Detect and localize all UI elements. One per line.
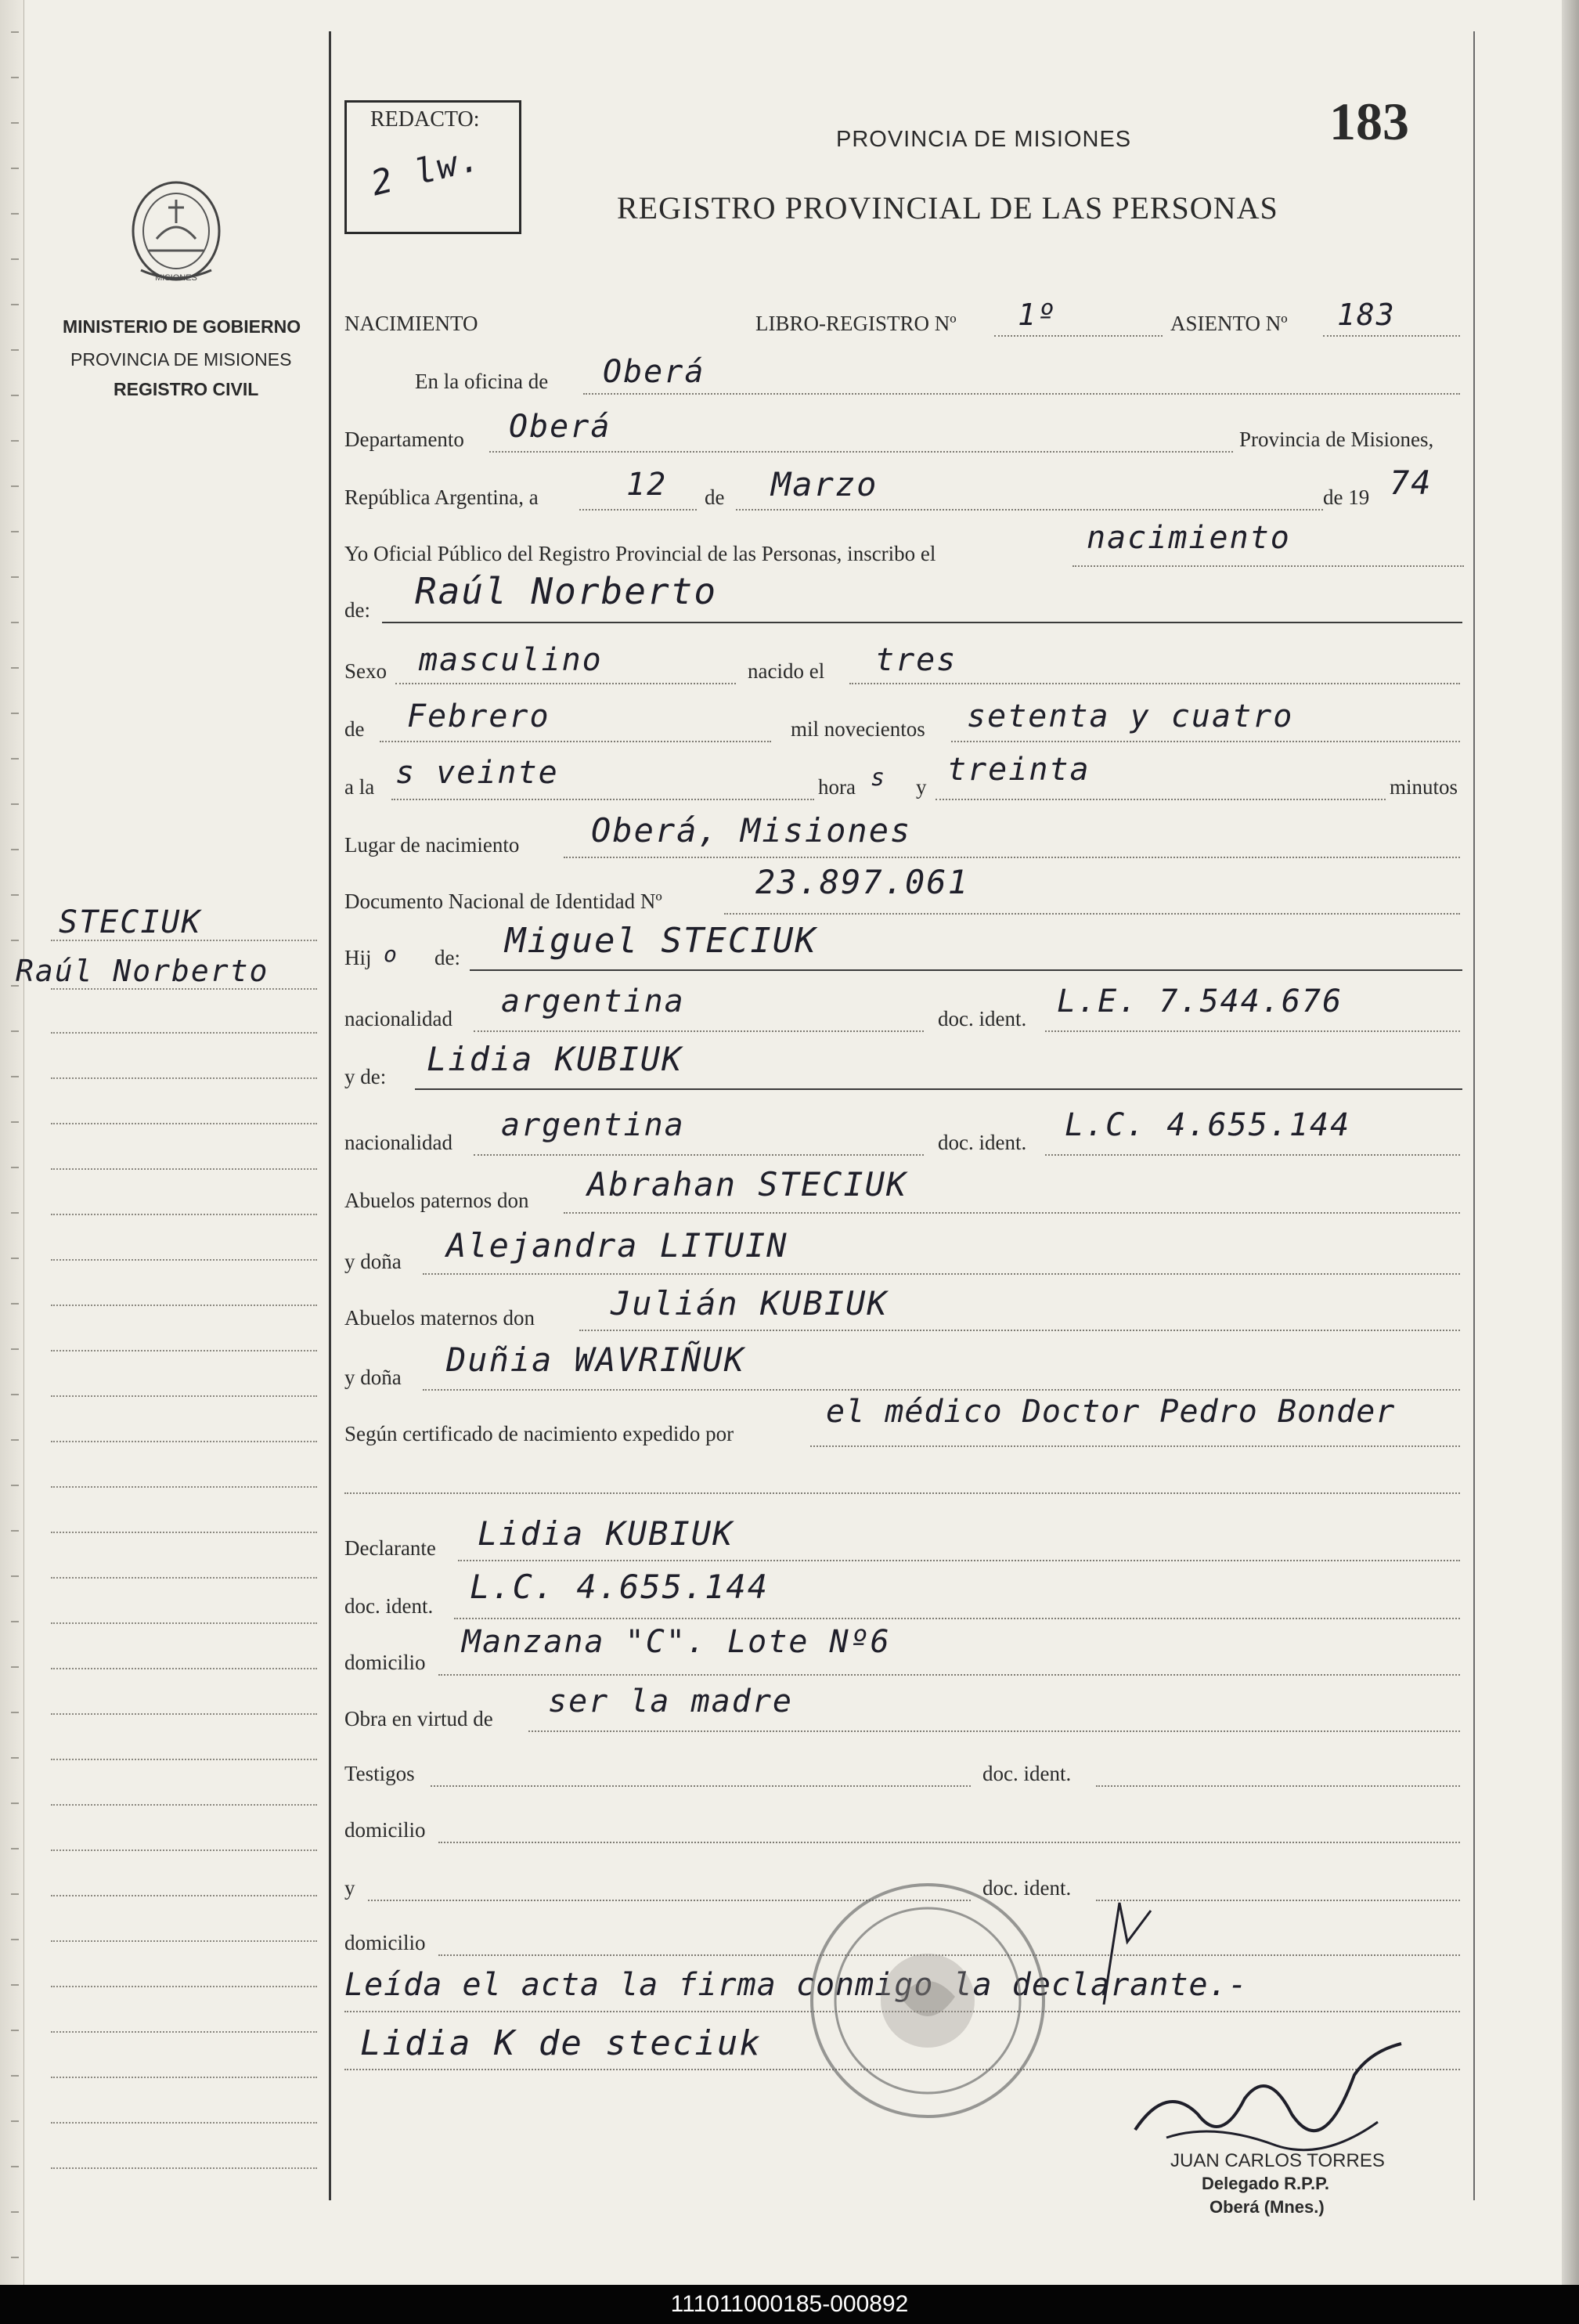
binding-tick bbox=[11, 1485, 19, 1486]
y-testigo2-label: y bbox=[344, 1876, 355, 1900]
nacido-dia-value: tres bbox=[875, 642, 957, 678]
domicilio-value: Manzana "C". Lote Nº6 bbox=[462, 1624, 891, 1660]
official-place: Oberá (Mnes.) bbox=[1209, 2197, 1325, 2217]
asiento-label: ASIENTO Nº bbox=[1170, 312, 1288, 335]
binding-tick bbox=[11, 2120, 19, 2122]
binding-tick bbox=[11, 213, 19, 215]
mes-value: Marzo bbox=[771, 465, 878, 503]
padre-line bbox=[470, 969, 1462, 971]
abuela-materna-value: Duñia WAVRIÑUK bbox=[446, 1341, 746, 1379]
nombre-line bbox=[382, 622, 1462, 623]
binding-tick bbox=[11, 1303, 19, 1305]
margin-line bbox=[51, 2167, 317, 2169]
obra-line bbox=[528, 1730, 1460, 1732]
testigo2-doc-label: doc. ident. bbox=[982, 1876, 1072, 1900]
testigos-line bbox=[431, 1785, 971, 1787]
binding-tick bbox=[11, 304, 19, 305]
abuelos-maternos-label: Abuelos maternos don bbox=[344, 1306, 535, 1330]
binding-tick bbox=[11, 849, 19, 850]
abuelo-paterno-line bbox=[564, 1212, 1460, 1214]
nombre-value: Raúl Norberto bbox=[415, 570, 718, 612]
padre-doc-line bbox=[1045, 1030, 1460, 1032]
mil-novecientos-label: mil novecientos bbox=[791, 717, 925, 741]
dia-value: 12 bbox=[626, 467, 668, 503]
madre-doc-value: L.C. 4.655.144 bbox=[1065, 1107, 1351, 1143]
margin-line bbox=[51, 1077, 317, 1079]
margin-surname: STECIUK bbox=[59, 904, 202, 940]
binding-tick bbox=[11, 531, 19, 532]
binding-tick bbox=[11, 1893, 19, 1895]
province-header: PROVINCIA DE MISIONES bbox=[836, 127, 1132, 152]
binding-tick bbox=[11, 713, 19, 714]
margin-line bbox=[51, 2077, 317, 2078]
binding-tick bbox=[11, 485, 19, 487]
margin-line bbox=[51, 1123, 317, 1124]
obra-label: Obra en virtud de bbox=[344, 1707, 493, 1730]
footer-id-bar bbox=[0, 2285, 1579, 2324]
margin-line bbox=[51, 1441, 317, 1442]
redacto-label: REDACTO: bbox=[370, 107, 480, 132]
padre-nacionalidad-value: argentina bbox=[501, 983, 685, 1019]
binding-tick bbox=[11, 122, 19, 124]
binding-tick bbox=[11, 1076, 19, 1077]
margin-line bbox=[51, 1668, 317, 1669]
margin-line bbox=[51, 2122, 317, 2124]
y-label: y bbox=[916, 775, 927, 799]
madre-nacionalidad-line bbox=[474, 1154, 924, 1156]
abuela-paterna-line bbox=[423, 1273, 1460, 1275]
binding-tick bbox=[11, 349, 19, 351]
lugar-value: Oberá, Misiones bbox=[591, 811, 912, 850]
testigo1-domicilio-line bbox=[438, 1842, 1460, 1843]
padre-nacionalidad-line bbox=[474, 1030, 924, 1032]
sexo-label: Sexo bbox=[344, 659, 387, 683]
y-dona-materna-label: y doña bbox=[344, 1366, 402, 1389]
padre-nacionalidad-label: nacionalidad bbox=[344, 1007, 452, 1030]
margin-line bbox=[51, 1532, 317, 1533]
page-binding-margin bbox=[0, 0, 24, 2285]
binding-tick bbox=[11, 758, 19, 760]
binding-tick bbox=[11, 2075, 19, 2077]
declarante-doc-label: doc. ident. bbox=[344, 1594, 434, 1618]
footer-id: 111011000185-000892 bbox=[670, 2291, 909, 2317]
binding-tick bbox=[11, 2166, 19, 2167]
testigo1-domicilio-label: domicilio bbox=[344, 1818, 426, 1842]
madre-doc-line bbox=[1045, 1154, 1460, 1156]
madre-line bbox=[415, 1088, 1462, 1090]
certificado-value: el médico Doctor Pedro Bonder bbox=[826, 1394, 1396, 1430]
hijo-label: Hij bbox=[344, 946, 372, 969]
binding-tick bbox=[11, 1030, 19, 1032]
lugar-line bbox=[564, 857, 1460, 858]
province-seal-icon bbox=[125, 176, 227, 294]
margin-line bbox=[51, 1259, 317, 1261]
provincia-label: Provincia de Misiones, bbox=[1239, 428, 1434, 451]
certificado-line bbox=[810, 1445, 1460, 1447]
y-de-label: y de: bbox=[344, 1065, 387, 1088]
binding-tick bbox=[11, 1212, 19, 1214]
acto-value: nacimiento bbox=[1087, 520, 1291, 556]
binding-tick bbox=[11, 667, 19, 669]
binding-tick bbox=[11, 576, 19, 578]
nacido-anio-line bbox=[951, 741, 1460, 742]
de-label: de bbox=[705, 485, 725, 509]
page-number: 183 bbox=[1329, 92, 1409, 151]
binding-tick bbox=[11, 803, 19, 805]
obra-value: ser la madre bbox=[548, 1683, 793, 1720]
nacido-mes-value: Febrero bbox=[407, 698, 550, 734]
official-name: JUAN CARLOS TORRES bbox=[1170, 2150, 1385, 2171]
binding-tick bbox=[11, 1575, 19, 1577]
binding-tick bbox=[11, 1439, 19, 1441]
binding-tick bbox=[11, 622, 19, 623]
margin-line bbox=[51, 1305, 317, 1306]
de-nombre-label: de: bbox=[344, 598, 370, 622]
libro-value: 1º bbox=[1018, 298, 1057, 332]
margin-line bbox=[51, 1895, 317, 1896]
margin-line bbox=[51, 1986, 317, 1987]
de-mes-label: de bbox=[344, 717, 365, 741]
section-label: NACIMIENTO bbox=[344, 312, 478, 335]
y-dona-paterna-label: y doña bbox=[344, 1250, 402, 1273]
certificado-label: Según certificado de nacimiento expedido por bbox=[344, 1422, 734, 1445]
hora-line bbox=[391, 799, 814, 800]
binding-tick bbox=[11, 2257, 19, 2258]
declarante-value: Lidia KUBIUK bbox=[478, 1514, 734, 1553]
sexo-line bbox=[395, 683, 736, 684]
declarante-line bbox=[458, 1560, 1460, 1561]
right-border-line bbox=[1473, 31, 1475, 2200]
binding-tick bbox=[11, 1621, 19, 1622]
padre-value: Miguel STECIUK bbox=[505, 921, 817, 961]
madre-doc-label: doc. ident. bbox=[938, 1131, 1027, 1154]
binding-tick bbox=[11, 395, 19, 396]
hijo-suffix: o bbox=[384, 941, 398, 967]
margin-line bbox=[51, 1395, 317, 1397]
mes-line bbox=[736, 509, 1323, 511]
margin-given-names: Raúl Norberto bbox=[16, 954, 269, 988]
abuela-paterna-value: Alejandra LITUIN bbox=[446, 1226, 788, 1265]
certificado-line-2 bbox=[344, 1492, 1460, 1494]
oficina-line bbox=[583, 393, 1460, 395]
yo-oficial-label: Yo Oficial Público del Registro Provincial de las Personas, inscribo el bbox=[344, 542, 936, 565]
margin-line bbox=[51, 1804, 317, 1806]
padre-doc-value: L.E. 7.544.676 bbox=[1057, 983, 1343, 1019]
asiento-value: 183 bbox=[1337, 298, 1396, 332]
binding-tick bbox=[11, 1848, 19, 1849]
margin-line bbox=[51, 1713, 317, 1715]
declarante-label: Declarante bbox=[344, 1536, 436, 1560]
sexo-value: masculino bbox=[419, 642, 603, 678]
page-right-edge bbox=[1562, 0, 1579, 2285]
testigo1-doc-label: doc. ident. bbox=[982, 1762, 1072, 1785]
declarante-doc-value: L.C. 4.655.144 bbox=[470, 1568, 770, 1606]
margin-line bbox=[51, 988, 317, 990]
a-la-label: a la bbox=[344, 775, 375, 799]
departamento-line bbox=[489, 451, 1233, 453]
domicilio-line bbox=[438, 1674, 1460, 1676]
redacto-box bbox=[344, 100, 521, 234]
padre-doc-label: doc. ident. bbox=[938, 1007, 1027, 1030]
minutos-value: treinta bbox=[947, 752, 1091, 788]
minutos-line bbox=[936, 799, 1386, 800]
acto-line bbox=[1072, 565, 1464, 567]
hora-value: s veinte bbox=[395, 755, 559, 791]
abuelos-paternos-label: Abuelos paternos don bbox=[344, 1189, 529, 1212]
margin-line bbox=[51, 1849, 317, 1851]
margin-line bbox=[51, 1214, 317, 1215]
madre-nacionalidad-value: argentina bbox=[501, 1107, 685, 1143]
binding-tick bbox=[11, 77, 19, 78]
margin-line bbox=[51, 1350, 317, 1351]
official-stamp-icon bbox=[806, 1879, 1049, 2122]
minutos-label: minutos bbox=[1390, 775, 1458, 799]
binding-tick bbox=[11, 1939, 19, 1940]
seal-text: MISIONES bbox=[155, 273, 197, 283]
abuelo-paterno-value: Abrahan STECIUK bbox=[587, 1165, 908, 1204]
margin-line bbox=[51, 1940, 317, 1942]
binding-tick bbox=[11, 1984, 19, 1986]
binding-tick bbox=[11, 168, 19, 169]
testigos-label: Testigos bbox=[344, 1762, 415, 1785]
dni-line bbox=[724, 913, 1460, 915]
madre-nacionalidad-label: nacionalidad bbox=[344, 1131, 452, 1154]
margin-line bbox=[51, 940, 317, 941]
nacido-label: nacido el bbox=[748, 659, 825, 683]
nacido-mes-line bbox=[380, 741, 771, 742]
nacido-dia-line bbox=[849, 683, 1460, 684]
binding-tick bbox=[11, 1394, 19, 1395]
anio-prefix: de 19 bbox=[1323, 485, 1370, 509]
margin-divider bbox=[329, 31, 331, 2200]
dni-label: Documento Nacional de Identidad Nº bbox=[344, 890, 662, 913]
binding-tick bbox=[11, 1803, 19, 1804]
madre-value: Lidia KUBIUK bbox=[427, 1040, 683, 1078]
libro-line bbox=[994, 335, 1163, 337]
binding-tick bbox=[11, 440, 19, 442]
binding-tick bbox=[11, 894, 19, 896]
dni-value: 23.897.061 bbox=[755, 863, 969, 901]
abuela-materna-line bbox=[423, 1389, 1460, 1391]
margin-line bbox=[51, 1622, 317, 1624]
nacido-anio-value: setenta y cuatro bbox=[967, 698, 1294, 734]
margin-line bbox=[51, 1168, 317, 1170]
asiento-line bbox=[1323, 335, 1460, 337]
abuelo-materno-value: Julián KUBIUK bbox=[611, 1284, 889, 1323]
official-title: Delegado R.P.P. bbox=[1202, 2174, 1330, 2193]
binding-tick bbox=[11, 1530, 19, 1532]
binding-tick bbox=[11, 2211, 19, 2213]
libro-label: LIBRO-REGISTRO Nº bbox=[755, 312, 957, 335]
margin-line bbox=[51, 1486, 317, 1488]
anio-value: 74 bbox=[1390, 464, 1433, 502]
binding-tick bbox=[11, 940, 19, 941]
firma-declarante: Lidia K de steciuk bbox=[360, 2023, 762, 2063]
margin-line bbox=[51, 1759, 317, 1760]
binding-tick bbox=[11, 1258, 19, 1259]
testigo1-doc-line bbox=[1096, 1785, 1460, 1787]
hijo-de-label: de: bbox=[434, 946, 460, 969]
hora-suffix: s bbox=[871, 764, 887, 792]
abuelo-materno-line bbox=[579, 1330, 1460, 1331]
binding-tick bbox=[11, 2030, 19, 2031]
redacto-initials: 2 lw. bbox=[366, 138, 485, 204]
hora-label: hora bbox=[818, 775, 856, 799]
binding-tick bbox=[11, 1167, 19, 1168]
binding-tick bbox=[11, 1712, 19, 1713]
testigo2-domicilio-label: domicilio bbox=[344, 1931, 426, 1954]
lugar-label: Lugar de nacimiento bbox=[344, 833, 520, 857]
binding-tick bbox=[11, 31, 19, 33]
binding-tick bbox=[11, 258, 19, 260]
leida-value: Leída el acta la firma conmigo la declarante.- bbox=[344, 1967, 1248, 2003]
signature-mark-icon bbox=[1096, 1895, 1159, 2005]
domicilio-label: domicilio bbox=[344, 1651, 426, 1674]
republica-label: República Argentina, a bbox=[344, 485, 539, 509]
declarante-doc-line bbox=[454, 1618, 1460, 1619]
oficina-value: Oberá bbox=[603, 354, 705, 390]
ministry-label: MINISTERIO DE GOBIERNO bbox=[63, 316, 301, 337]
binding-tick bbox=[11, 1348, 19, 1350]
margin-line bbox=[51, 1032, 317, 1034]
civil-registry-label: REGISTRO CIVIL bbox=[114, 379, 259, 399]
province-label: PROVINCIA DE MISIONES bbox=[70, 349, 292, 370]
margin-line bbox=[51, 1577, 317, 1579]
oficina-label: En la oficina de bbox=[415, 370, 549, 393]
departamento-label: Departamento bbox=[344, 428, 464, 451]
binding-tick bbox=[11, 1757, 19, 1759]
binding-tick bbox=[11, 1666, 19, 1668]
registry-title: REGISTRO PROVINCIAL DE LAS PERSONAS bbox=[617, 190, 1278, 226]
binding-tick bbox=[11, 1121, 19, 1123]
departamento-value: Oberá bbox=[509, 409, 611, 445]
dia-line bbox=[579, 509, 697, 511]
margin-line bbox=[51, 2031, 317, 2033]
